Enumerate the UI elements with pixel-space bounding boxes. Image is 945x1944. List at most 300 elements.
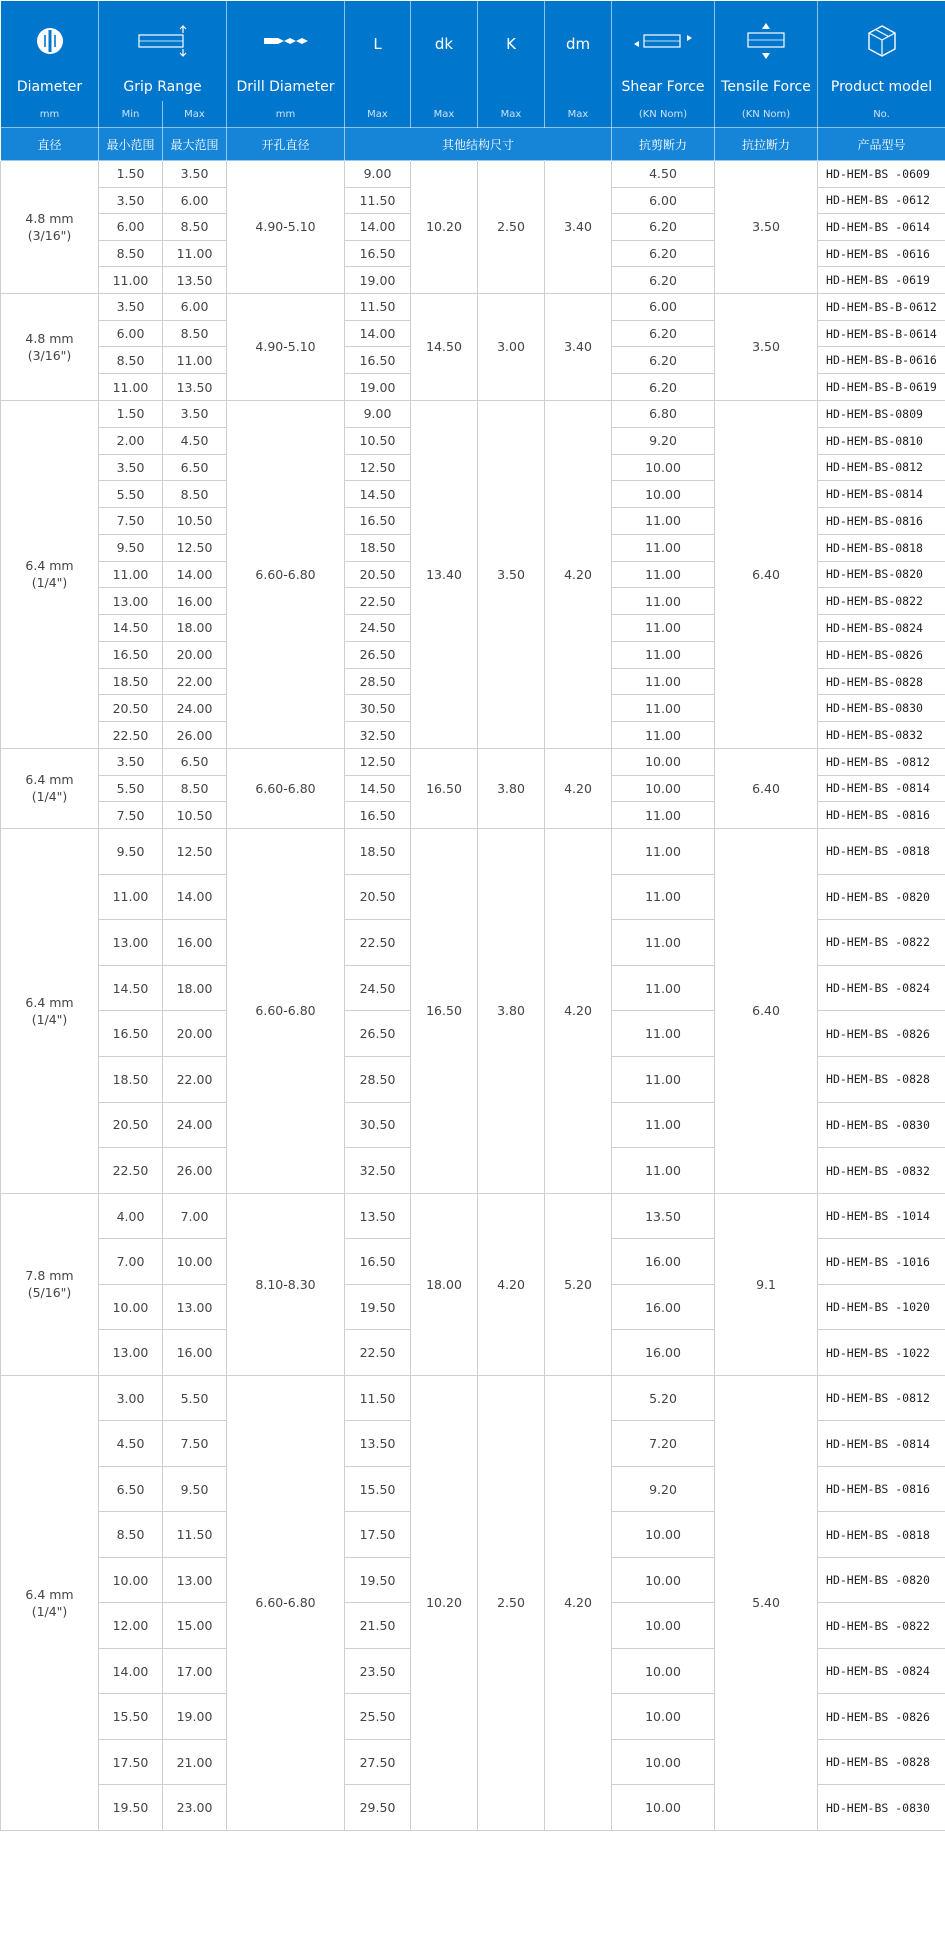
product-model-cell: HD-HEM-BS-0832 — [818, 722, 945, 749]
k-cell: 4.20 — [478, 1193, 545, 1375]
product-model-cell: HD-HEM-BS-0820 — [818, 561, 945, 588]
table-header — [1, 1, 945, 161]
product-model-cell: HD-HEM-BS -1014 — [818, 1193, 945, 1239]
grip-max-cell: 10.50 — [163, 802, 227, 829]
l-cell: 24.50 — [345, 615, 411, 642]
cn-grip-min: 最小范围 — [99, 128, 163, 161]
diameter-mm: 4.8 mm — [25, 330, 74, 346]
header-shear — [612, 1, 715, 102]
product-model-cell: HD-HEM-BS -1020 — [818, 1284, 945, 1330]
unit-k: Max — [478, 101, 545, 128]
header-drill — [227, 1, 345, 102]
diameter-inch: (5/16") — [27, 1285, 72, 1301]
grip-max-cell: 26.00 — [163, 722, 227, 749]
diameter-cell — [1, 400, 99, 748]
grip-max-cell: 18.00 — [163, 965, 227, 1011]
grip-min-cell: 16.50 — [99, 641, 163, 668]
dm-cell: 4.20 — [545, 748, 612, 828]
grip-max-cell: 8.50 — [163, 481, 227, 508]
l-cell: 18.50 — [345, 828, 411, 874]
product-model-cell: HD-HEM-BS -0814 — [818, 775, 945, 802]
product-model-cell: HD-HEM-BS -0818 — [818, 828, 945, 874]
product-model-cell: HD-HEM-BS-B-0614 — [818, 320, 945, 347]
grip-min-cell: 12.00 — [99, 1603, 163, 1649]
l-cell: 20.50 — [345, 561, 411, 588]
grip-min-cell: 3.50 — [99, 748, 163, 775]
shear-force-cell: 6.20 — [612, 320, 715, 347]
grip-min-cell: 19.50 — [99, 1785, 163, 1831]
shear-force-cell: 10.00 — [612, 1603, 715, 1649]
grip-max-cell: 10.00 — [163, 1239, 227, 1285]
product-model-cell: HD-HEM-BS-0826 — [818, 641, 945, 668]
grip-min-cell: 20.50 — [99, 1102, 163, 1148]
shear-force-cell: 6.80 — [612, 400, 715, 427]
unit-model: No. — [818, 101, 945, 128]
product-model-cell: HD-HEM-BS-0810 — [818, 427, 945, 454]
grip-max-cell: 19.00 — [163, 1694, 227, 1740]
cn-drill: 开孔直径 — [227, 128, 345, 161]
shear-force-cell: 4.50 — [612, 161, 715, 188]
grip-min-cell: 2.00 — [99, 427, 163, 454]
l-cell: 10.50 — [345, 427, 411, 454]
shear-force-icon — [612, 19, 714, 63]
drill-diameter-cell: 4.90-5.10 — [227, 293, 345, 400]
l-cell: 12.50 — [345, 748, 411, 775]
grip-min-cell: 14.50 — [99, 615, 163, 642]
grip-min-cell: 8.50 — [99, 1512, 163, 1558]
diameter-mm: 6.4 mm — [25, 558, 74, 574]
unit-tensile: (KN Nom) — [715, 101, 818, 128]
shear-force-cell: 10.00 — [612, 775, 715, 802]
tensile-force-cell: 6.40 — [715, 828, 818, 1193]
product-model-cell: HD-HEM-BS -0822 — [818, 1603, 945, 1649]
shear-force-cell: 11.00 — [612, 508, 715, 535]
l-cell: 16.50 — [345, 1239, 411, 1285]
cn-grip-max: 最大范围 — [163, 128, 227, 161]
diameter-cell — [1, 748, 99, 828]
l-cell: 19.50 — [345, 1284, 411, 1330]
grip-max-cell: 23.00 — [163, 1785, 227, 1831]
product-model-cell: HD-HEM-BS -0822 — [818, 920, 945, 966]
unit-shear: (KN Nom) — [612, 101, 715, 128]
product-model-cell: HD-HEM-BS -0820 — [818, 1557, 945, 1603]
cn-diameter: 直径 — [1, 128, 99, 161]
grip-min-cell: 14.50 — [99, 965, 163, 1011]
l-cell: 16.50 — [345, 508, 411, 535]
shear-force-cell: 7.20 — [612, 1421, 715, 1467]
product-box-icon — [818, 19, 945, 63]
grip-max-cell: 7.50 — [163, 1421, 227, 1467]
product-model-cell: HD-HEM-BS -0616 — [818, 240, 945, 267]
k-cell: 3.80 — [478, 828, 545, 1193]
dk-cell: 10.20 — [411, 1375, 478, 1830]
grip-max-cell: 12.50 — [163, 828, 227, 874]
grip-max-cell: 22.00 — [163, 1057, 227, 1103]
table-row — [1, 1193, 945, 1239]
product-model-cell: HD-HEM-BS-0828 — [818, 668, 945, 695]
shear-force-cell: 11.00 — [612, 874, 715, 920]
grip-max-cell: 7.00 — [163, 1193, 227, 1239]
grip-max-cell: 26.00 — [163, 1148, 227, 1194]
product-model-cell: HD-HEM-BS-B-0612 — [818, 293, 945, 320]
product-model-cell: HD-HEM-BS -0816 — [818, 802, 945, 829]
header-model — [818, 1, 945, 102]
grip-min-cell: 10.00 — [99, 1557, 163, 1603]
l-cell: 14.00 — [345, 320, 411, 347]
l-cell: 28.50 — [345, 668, 411, 695]
product-model-cell: HD-HEM-BS -0824 — [818, 965, 945, 1011]
grip-max-cell: 22.00 — [163, 668, 227, 695]
l-cell: 16.50 — [345, 802, 411, 829]
header-tensile-title: Tensile Force — [721, 79, 811, 95]
l-cell: 11.50 — [345, 293, 411, 320]
l-cell: 16.50 — [345, 240, 411, 267]
table-body — [1, 161, 945, 1831]
shear-force-cell: 10.00 — [612, 454, 715, 481]
k-cell: 2.50 — [478, 161, 545, 294]
grip-min-cell: 20.50 — [99, 695, 163, 722]
l-cell: 22.50 — [345, 588, 411, 615]
unit-dm: Max — [545, 101, 612, 128]
grip-min-cell: 9.50 — [99, 534, 163, 561]
l-cell: 11.50 — [345, 1375, 411, 1421]
l-cell: 25.50 — [345, 1694, 411, 1740]
shear-force-cell: 11.00 — [612, 1102, 715, 1148]
grip-min-cell: 8.50 — [99, 240, 163, 267]
grip-max-cell: 13.50 — [163, 374, 227, 401]
dm-cell: 4.20 — [545, 400, 612, 748]
header-k — [478, 1, 545, 102]
header-tensile — [715, 1, 818, 102]
header-dk-title: dk — [434, 35, 454, 53]
unit-drill: mm — [227, 101, 345, 128]
header-dm — [545, 1, 612, 102]
grip-min-cell: 5.50 — [99, 775, 163, 802]
grip-max-cell: 6.50 — [163, 748, 227, 775]
shear-force-cell: 11.00 — [612, 534, 715, 561]
tensile-force-icon — [715, 19, 817, 63]
grip-min-cell: 5.50 — [99, 481, 163, 508]
grip-min-cell: 6.00 — [99, 214, 163, 241]
tensile-force-cell: 6.40 — [715, 400, 818, 748]
shear-force-cell: 11.00 — [612, 965, 715, 1011]
grip-max-cell: 14.00 — [163, 874, 227, 920]
grip-min-cell: 11.00 — [99, 874, 163, 920]
l-cell: 13.50 — [345, 1193, 411, 1239]
grip-max-cell: 11.00 — [163, 347, 227, 374]
shear-force-cell: 11.00 — [612, 828, 715, 874]
dm-cell: 4.20 — [545, 1375, 612, 1830]
grip-min-cell: 22.50 — [99, 722, 163, 749]
shear-force-cell: 11.00 — [612, 561, 715, 588]
product-model-cell: HD-HEM-BS -0614 — [818, 214, 945, 241]
k-cell: 3.80 — [478, 748, 545, 828]
dk-cell: 14.50 — [411, 293, 478, 400]
shear-force-cell: 11.00 — [612, 1011, 715, 1057]
product-model-cell: HD-HEM-BS -0816 — [818, 1466, 945, 1512]
shear-force-cell: 10.00 — [612, 1648, 715, 1694]
grip-min-cell: 7.50 — [99, 802, 163, 829]
grip-min-cell: 17.50 — [99, 1739, 163, 1785]
diameter-inch: (3/16") — [27, 347, 72, 363]
grip-min-cell: 1.50 — [99, 161, 163, 188]
shear-force-cell: 11.00 — [612, 588, 715, 615]
drill-bit-icon — [227, 19, 344, 63]
cn-tensile: 抗拉断力 — [715, 128, 818, 161]
tensile-force-cell: 6.40 — [715, 748, 818, 828]
drill-diameter-cell: 8.10-8.30 — [227, 1193, 345, 1375]
product-model-cell: HD-HEM-BS-B-0616 — [818, 347, 945, 374]
l-cell: 21.50 — [345, 1603, 411, 1649]
grip-max-cell: 24.00 — [163, 695, 227, 722]
l-cell: 29.50 — [345, 1785, 411, 1831]
product-model-cell: HD-HEM-BS -0826 — [818, 1694, 945, 1740]
grip-min-cell: 18.50 — [99, 1057, 163, 1103]
l-cell: 26.50 — [345, 641, 411, 668]
dk-cell: 16.50 — [411, 828, 478, 1193]
l-cell: 28.50 — [345, 1057, 411, 1103]
l-cell: 9.00 — [345, 400, 411, 427]
dk-cell: 10.20 — [411, 161, 478, 294]
grip-max-cell: 16.00 — [163, 920, 227, 966]
grip-min-cell: 11.00 — [99, 561, 163, 588]
grip-max-cell: 13.50 — [163, 267, 227, 294]
product-model-cell: HD-HEM-BS -0824 — [818, 1648, 945, 1694]
k-cell: 3.50 — [478, 400, 545, 748]
shear-force-cell: 13.50 — [612, 1193, 715, 1239]
header-l — [345, 1, 411, 102]
table-row — [1, 1375, 945, 1421]
l-cell: 20.50 — [345, 874, 411, 920]
shear-force-cell: 16.00 — [612, 1330, 715, 1376]
product-model-cell: HD-HEM-BS -0828 — [818, 1057, 945, 1103]
grip-max-cell: 15.00 — [163, 1603, 227, 1649]
header-model-title: Product model — [830, 79, 933, 95]
grip-min-cell: 3.00 — [99, 1375, 163, 1421]
grip-max-cell: 4.50 — [163, 427, 227, 454]
cn-other-dimensions: 其他结构尺寸 — [345, 128, 612, 161]
table-row — [1, 748, 945, 775]
grip-max-cell: 24.00 — [163, 1102, 227, 1148]
diameter-mm: 4.8 mm — [25, 210, 74, 226]
shear-force-cell: 6.00 — [612, 293, 715, 320]
l-cell: 23.50 — [345, 1648, 411, 1694]
grip-max-cell: 9.50 — [163, 1466, 227, 1512]
shear-force-cell: 5.20 — [612, 1375, 715, 1421]
product-model-cell: HD-HEM-BS -0828 — [818, 1739, 945, 1785]
grip-min-cell: 3.50 — [99, 293, 163, 320]
product-model-cell: HD-HEM-BS -0830 — [818, 1785, 945, 1831]
grip-max-cell: 13.00 — [163, 1557, 227, 1603]
diameter-inch: (3/16") — [27, 227, 72, 243]
product-model-cell: HD-HEM-BS-0830 — [818, 695, 945, 722]
shear-force-cell: 10.00 — [612, 1557, 715, 1603]
shear-force-cell: 11.00 — [612, 920, 715, 966]
shear-force-cell: 6.20 — [612, 347, 715, 374]
product-model-cell: HD-HEM-BS -1022 — [818, 1330, 945, 1376]
product-model-cell: HD-HEM-BS -0832 — [818, 1148, 945, 1194]
l-cell: 14.00 — [345, 214, 411, 241]
grip-min-cell: 4.50 — [99, 1421, 163, 1467]
grip-max-cell: 16.00 — [163, 588, 227, 615]
grip-min-cell: 1.50 — [99, 400, 163, 427]
product-model-cell: HD-HEM-BS -0609 — [818, 161, 945, 188]
unit-diameter: mm — [1, 101, 99, 128]
grip-max-cell: 21.00 — [163, 1739, 227, 1785]
grip-max-cell: 3.50 — [163, 161, 227, 188]
header-shear-title: Shear Force — [621, 79, 705, 95]
l-cell: 19.00 — [345, 267, 411, 294]
grip-min-cell: 3.50 — [99, 454, 163, 481]
diameter-cell — [1, 828, 99, 1193]
shear-force-cell: 11.00 — [612, 1057, 715, 1103]
grip-max-cell: 8.50 — [163, 320, 227, 347]
l-cell: 19.00 — [345, 374, 411, 401]
shear-force-cell: 10.00 — [612, 1512, 715, 1558]
l-cell: 27.50 — [345, 1739, 411, 1785]
l-cell: 24.50 — [345, 965, 411, 1011]
shear-force-cell: 9.20 — [612, 1466, 715, 1512]
header-l-title: L — [373, 35, 382, 53]
grip-min-cell: 22.50 — [99, 1148, 163, 1194]
grip-max-cell: 6.50 — [163, 454, 227, 481]
grip-min-cell: 9.50 — [99, 828, 163, 874]
product-model-cell: HD-HEM-BS -0812 — [818, 1375, 945, 1421]
grip-max-cell: 20.00 — [163, 641, 227, 668]
drill-diameter-cell: 6.60-6.80 — [227, 828, 345, 1193]
grip-min-cell: 13.00 — [99, 920, 163, 966]
shear-force-cell: 10.00 — [612, 1739, 715, 1785]
diameter-inch: (1/4") — [31, 789, 68, 805]
k-cell: 3.00 — [478, 293, 545, 400]
header-grip-range — [99, 1, 227, 102]
diameter-cell — [1, 293, 99, 400]
diameter-mm: 6.4 mm — [25, 994, 74, 1010]
grip-max-cell: 11.50 — [163, 1512, 227, 1558]
l-cell: 26.50 — [345, 1011, 411, 1057]
shear-force-cell: 10.00 — [612, 1785, 715, 1831]
grip-min-cell: 7.50 — [99, 508, 163, 535]
grip-max-cell: 16.00 — [163, 1330, 227, 1376]
grip-max-cell: 8.50 — [163, 214, 227, 241]
product-model-cell: HD-HEM-BS -0619 — [818, 267, 945, 294]
shear-force-cell: 11.00 — [612, 615, 715, 642]
header-dk — [411, 1, 478, 102]
l-cell: 17.50 — [345, 1512, 411, 1558]
header-dm-title: dm — [565, 35, 591, 53]
diameter-cell — [1, 1193, 99, 1375]
shear-force-cell: 16.00 — [612, 1284, 715, 1330]
k-cell: 2.50 — [478, 1375, 545, 1830]
grip-min-cell: 13.00 — [99, 588, 163, 615]
shear-force-cell: 11.00 — [612, 802, 715, 829]
dm-cell: 5.20 — [545, 1193, 612, 1375]
product-model-cell: HD-HEM-BS -0830 — [818, 1102, 945, 1148]
l-cell: 18.50 — [345, 534, 411, 561]
shear-force-cell: 6.20 — [612, 267, 715, 294]
dk-cell: 16.50 — [411, 748, 478, 828]
shear-force-cell: 6.20 — [612, 240, 715, 267]
drill-diameter-cell: 6.60-6.80 — [227, 1375, 345, 1830]
grip-min-cell: 10.00 — [99, 1284, 163, 1330]
grip-range-icon — [99, 19, 226, 63]
l-cell: 14.50 — [345, 775, 411, 802]
product-model-cell: HD-HEM-BS-0814 — [818, 481, 945, 508]
unit-dk: Max — [411, 101, 478, 128]
product-model-cell: HD-HEM-BS -0612 — [818, 187, 945, 214]
drill-diameter-cell: 6.60-6.80 — [227, 748, 345, 828]
grip-max-cell: 13.00 — [163, 1284, 227, 1330]
l-cell: 15.50 — [345, 1466, 411, 1512]
l-cell: 32.50 — [345, 1148, 411, 1194]
unit-grip-max: Max — [163, 101, 227, 128]
header-grip-title: Grip Range — [123, 79, 202, 95]
header-k-title: K — [506, 35, 516, 53]
grip-max-cell: 10.50 — [163, 508, 227, 535]
l-cell: 22.50 — [345, 1330, 411, 1376]
grip-max-cell: 11.00 — [163, 240, 227, 267]
product-model-cell: HD-HEM-BS-0816 — [818, 508, 945, 535]
l-cell: 22.50 — [345, 920, 411, 966]
shear-force-cell: 11.00 — [612, 641, 715, 668]
tensile-force-cell: 3.50 — [715, 161, 818, 294]
shear-force-cell: 16.00 — [612, 1239, 715, 1285]
l-cell: 11.50 — [345, 187, 411, 214]
tensile-force-cell: 9.1 — [715, 1193, 818, 1375]
diameter-inch: (1/4") — [31, 1011, 68, 1027]
shear-force-cell: 9.20 — [612, 427, 715, 454]
diameter-cell — [1, 161, 99, 294]
shear-force-cell: 10.00 — [612, 1694, 715, 1740]
diameter-mm: 6.4 mm — [25, 1586, 74, 1602]
header-diameter — [1, 1, 99, 102]
diameter-inch: (1/4") — [31, 1603, 68, 1619]
l-cell: 19.50 — [345, 1557, 411, 1603]
shear-force-cell: 11.00 — [612, 695, 715, 722]
grip-min-cell: 15.50 — [99, 1694, 163, 1740]
grip-max-cell: 18.00 — [163, 615, 227, 642]
grip-min-cell: 11.00 — [99, 374, 163, 401]
table-row — [1, 161, 945, 188]
dk-cell: 13.40 — [411, 400, 478, 748]
grip-min-cell: 6.50 — [99, 1466, 163, 1512]
grip-max-cell: 6.00 — [163, 187, 227, 214]
product-model-cell: HD-HEM-BS -0820 — [818, 874, 945, 920]
grip-min-cell: 8.50 — [99, 347, 163, 374]
product-model-cell: HD-HEM-BS-0812 — [818, 454, 945, 481]
dm-cell: 4.20 — [545, 828, 612, 1193]
dm-cell: 3.40 — [545, 293, 612, 400]
product-model-cell: HD-HEM-BS -1016 — [818, 1239, 945, 1285]
grip-max-cell: 3.50 — [163, 400, 227, 427]
grip-min-cell: 6.00 — [99, 320, 163, 347]
product-model-cell: HD-HEM-BS-0809 — [818, 400, 945, 427]
table-row — [1, 293, 945, 320]
tensile-force-cell: 3.50 — [715, 293, 818, 400]
product-model-cell: HD-HEM-BS -0814 — [818, 1421, 945, 1467]
drill-diameter-cell: 4.90-5.10 — [227, 161, 345, 294]
product-model-cell: HD-HEM-BS -0826 — [818, 1011, 945, 1057]
grip-max-cell: 5.50 — [163, 1375, 227, 1421]
grip-min-cell: 7.00 — [99, 1239, 163, 1285]
grip-max-cell: 8.50 — [163, 775, 227, 802]
grip-max-cell: 12.50 — [163, 534, 227, 561]
l-cell: 9.00 — [345, 161, 411, 188]
product-model-cell: HD-HEM-BS-0822 — [818, 588, 945, 615]
tensile-force-cell: 5.40 — [715, 1375, 818, 1830]
shear-force-cell: 11.00 — [612, 1148, 715, 1194]
grip-min-cell: 3.50 — [99, 187, 163, 214]
